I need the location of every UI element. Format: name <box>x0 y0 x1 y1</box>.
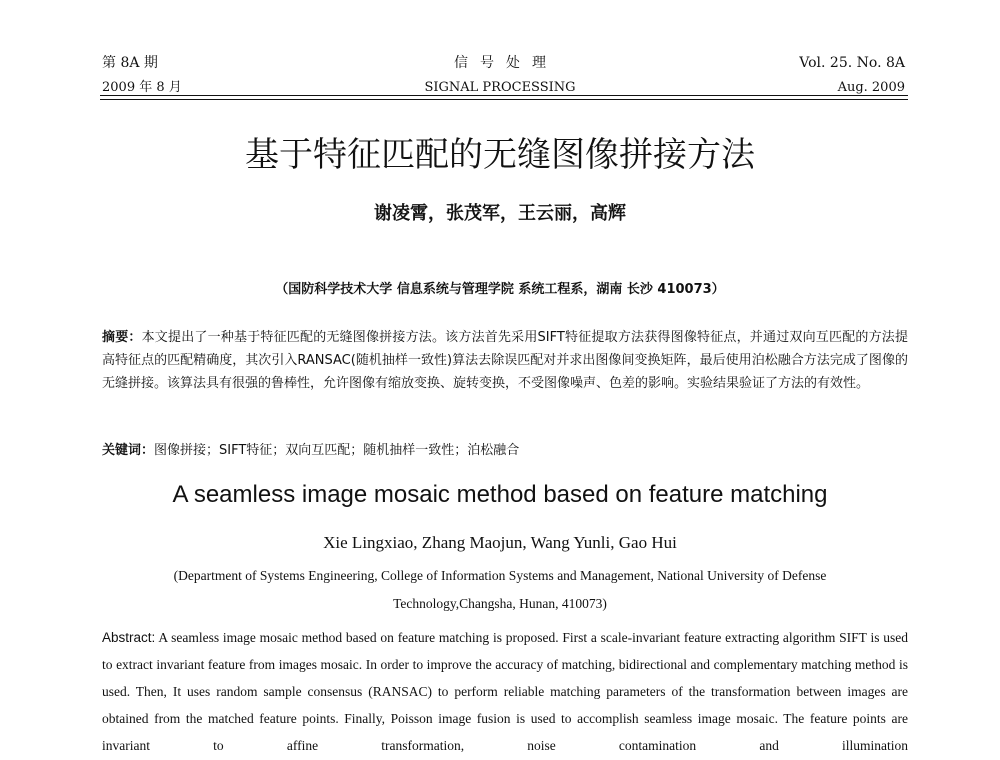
paper-title-zh: 基于特征匹配的无缝图像拼接方法 <box>245 135 755 175</box>
header-rule-thin <box>100 99 908 100</box>
abstract-en-label: Abstract: <box>102 630 156 645</box>
journal-name-zh: 信号处理 <box>454 55 558 71</box>
abstract-en-text: A seamless image mosaic method based on feature matching is proposed. First a scale-invariant feature extracting algorithm SIFT is used to extract invariant feature from images mosaic. In order to improve the accuracy of matching, bidirectional and complementary matching method is used. Then, It uses random sample consensus (RANSAC) to perform reliable matching parameters of the transformation between images are obtained from the matched feature points. Finally, Poisson image fusion is used to accomplish seamless image mosaic. The feature points are invariant to affine transformation, noise contamination and illumination <box>102 630 908 753</box>
journal-name-en: SIGNAL PROCESSING <box>424 80 576 95</box>
paper-title-en: A seamless image mosaic method based on feature matching <box>172 481 828 508</box>
affiliation-en: (Department of Systems Engineering, College of Information Systems and Management, National University of Defense Technology,Changsha, Hunan, 410073) <box>173 568 827 611</box>
abstract-en <box>102 624 908 759</box>
header-rule-thick <box>100 95 908 96</box>
date-zh: 2009 年 8 月 <box>102 80 182 95</box>
authors-en: Xie Lingxiao, Zhang Maojun, Wang Yunli, Gao Hui <box>323 533 677 552</box>
header-right <box>799 54 905 97</box>
keywords-zh <box>102 441 908 461</box>
abstract-zh-text: 本文提出了一种基于特征匹配的无缝图像拼接方法。该方法首先采用SIFT特征提取方法获得图像特征点，并通过双向互匹配的方法提高特征点的匹配精确度，其次引入RANSAC(随机抽样一致性)算法去除误匹配对并求出图像间变换矩阵，最后使用泊松融合方法完成了图像的无缝拼接。该算法具有很强的鲁棒性，允许图像有缩放变换、旋转变换，不受图像噪声、色差的影响。实验结果验证了方法的有效性。 <box>102 330 908 392</box>
keywords-zh-text: 图像拼接；SIFT特征；双向互匹配；随机抽样一致性；泊松融合 <box>154 443 520 458</box>
volume-number: Vol. 25. No. 8A <box>799 55 905 71</box>
issue-zh: 第 8A 期 <box>102 55 158 71</box>
authors-zh: 谢凌霄，张茂军，王云丽，高辉 <box>374 203 626 224</box>
keywords-zh-label: 关键词： <box>102 443 155 458</box>
abstract-zh-label: 摘要： <box>102 330 142 345</box>
abstract-zh <box>102 326 908 396</box>
affiliation-zh: （国防科学技术大学 信息系统与管理学院 系统工程系，湖南 长沙 410073） <box>275 282 725 297</box>
date-en: Aug. 2009 <box>837 80 905 95</box>
